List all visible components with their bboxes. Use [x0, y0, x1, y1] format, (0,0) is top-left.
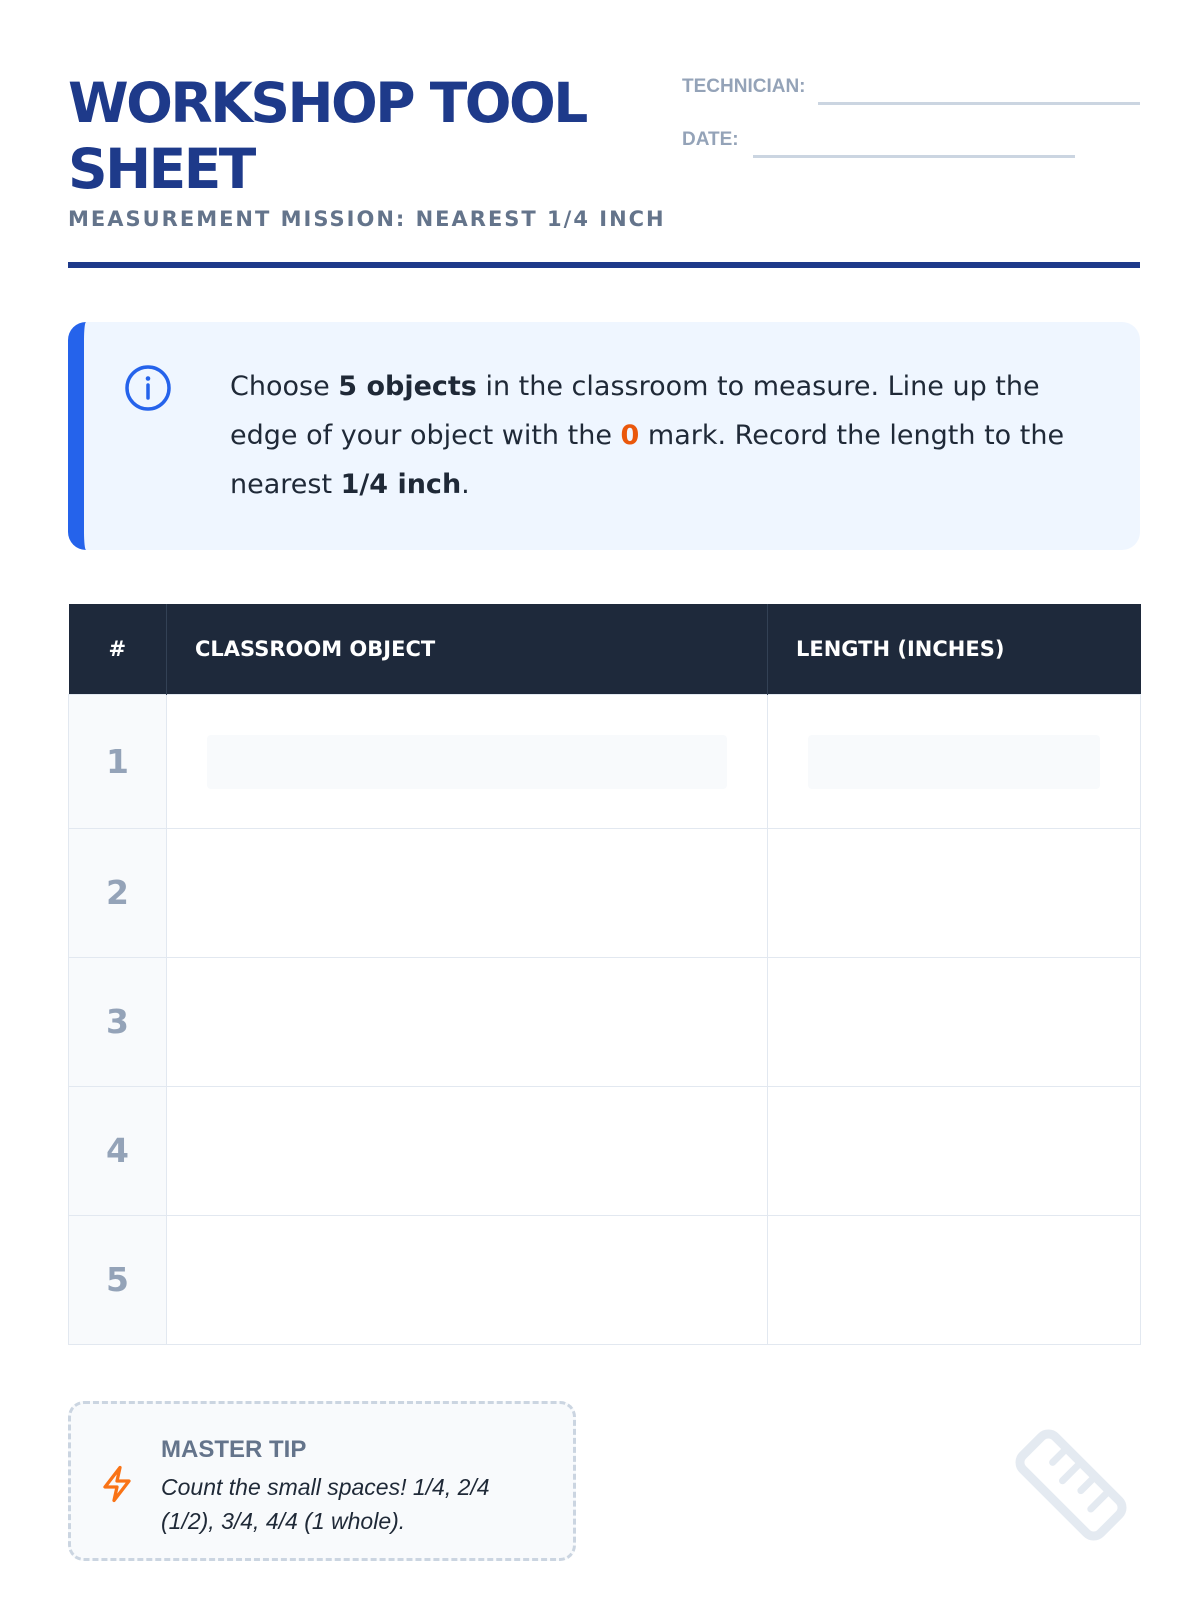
table-header-row: [69, 604, 1141, 694]
table-row: [69, 1086, 1141, 1215]
object-count: 5 objects: [338, 371, 477, 402]
measurement-table: [68, 604, 1141, 1345]
table-row: [69, 957, 1141, 1086]
row-number: 3: [69, 957, 167, 1086]
row-number: 2: [69, 828, 167, 957]
column-header-length: LENGTH (INCHES): [768, 604, 1141, 694]
length-input[interactable]: [808, 735, 1100, 789]
info-icon: [124, 364, 172, 412]
table-row: [69, 694, 1141, 828]
page-subtitle: MEASUREMENT MISSION: NEAREST 1/4 INCH: [68, 207, 666, 231]
object-cell[interactable]: [167, 957, 768, 1086]
object-cell[interactable]: [167, 694, 768, 828]
row-number: 1: [69, 694, 167, 828]
date-input-line[interactable]: [753, 155, 1075, 158]
length-cell[interactable]: [768, 957, 1141, 1086]
object-cell[interactable]: [167, 1215, 768, 1344]
instructions-text: Choose 5 objects in the classroom to measure. Line up the edge of your object with the 0 mark. Record the length to the nearest 1/4 inch.: [230, 371, 1065, 500]
length-cell[interactable]: [768, 1215, 1141, 1344]
object-cell[interactable]: [167, 1086, 768, 1215]
column-header-object: CLASSROOM OBJECT: [167, 604, 768, 694]
length-cell[interactable]: [768, 1086, 1141, 1215]
column-header-number: #: [69, 604, 167, 694]
technician-input-line[interactable]: [818, 102, 1140, 105]
header-divider: [68, 262, 1140, 268]
table-row: [69, 1215, 1141, 1344]
page-title: WORKSHOP TOOL SHEET: [68, 71, 586, 201]
object-input[interactable]: [207, 735, 727, 789]
worksheet-page: [68, 0, 1140, 1600]
tip-box: [68, 1401, 576, 1561]
length-cell[interactable]: [768, 694, 1141, 828]
technician-field[interactable]: [682, 76, 1140, 106]
instructions-box: [68, 322, 1140, 550]
tip-title: MASTER TIP: [161, 1436, 307, 1463]
row-number: 5: [69, 1215, 167, 1344]
tip-text: Count the small spaces! 1/4, 2/4 (1/2), 3/4, 4/4 (1 whole).: [161, 1474, 490, 1534]
table-row: [69, 828, 1141, 957]
precision-label: 1/4 inch: [340, 469, 462, 500]
ruler-icon: [1006, 1420, 1136, 1550]
technician-label: TECHNICIAN:: [682, 76, 806, 97]
header: [68, 70, 1140, 270]
date-label: DATE:: [682, 129, 739, 150]
object-cell[interactable]: [167, 828, 768, 957]
row-number: 4: [69, 1086, 167, 1215]
date-field[interactable]: [682, 129, 1075, 159]
zero-mark: 0: [620, 420, 640, 451]
lightning-icon: [99, 1464, 135, 1504]
length-cell[interactable]: [768, 828, 1141, 957]
